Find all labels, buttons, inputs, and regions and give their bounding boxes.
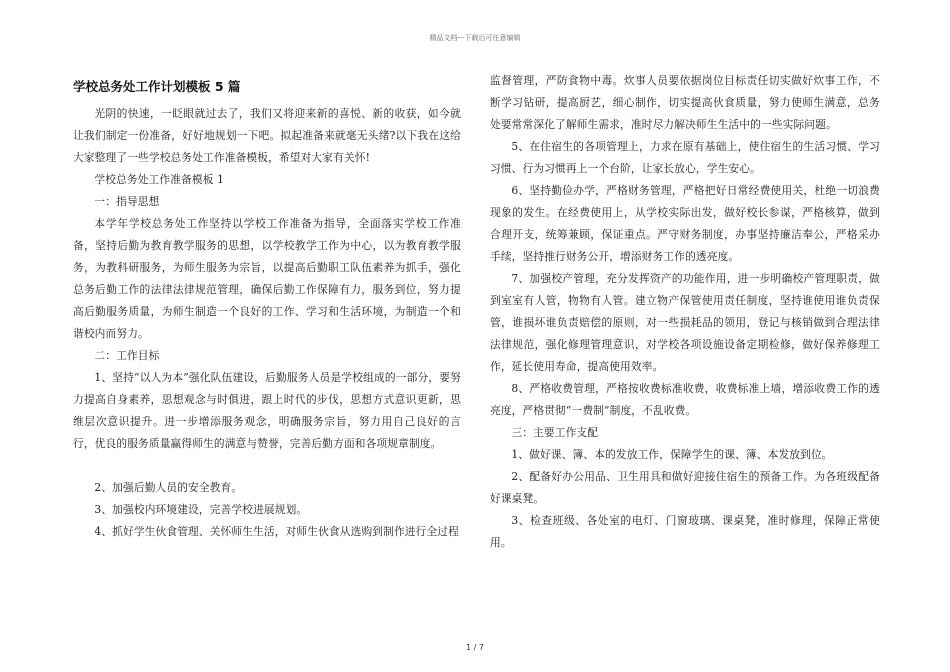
- section-heading-goals: 二：工作目标: [94, 349, 160, 362]
- goal-item-3: 3、加强校内环境建设，完善学校进展规划。: [94, 503, 308, 516]
- left-column: [73, 70, 461, 543]
- paragraph-gap: [73, 455, 461, 477]
- goal-item-5: 5、在住宿生的各项管理上，力求在原有基础上，使住宿生的生活习惯、学习习惯、行为习惯再上一个台阶，让家长放心，学生安心。: [490, 140, 880, 175]
- right-column: [490, 70, 880, 554]
- template-heading: 学校总务处工作准备模板 1: [94, 173, 225, 186]
- goal-item-4: 4、抓好学生伙食管理、关怀师生生活，对师生伙食从选购到制作进行全过程: [94, 525, 459, 538]
- task-item-3: 3、检查班级、各处室的电灯、门窗玻璃、课桌凳，准时修理，保障正常使用。: [490, 514, 880, 549]
- goal-item-8: 8、严格收费管理，严格按收费标准收费，收费标准上墙，增添收费工作的透亮度，严格贯彻“一费制”制度，不乱收费。: [490, 382, 880, 417]
- task-item-2: 2、配备好办公用品、卫生用具和做好迎接住宿生的预备工作。为各班级配备好课桌凳。: [490, 470, 880, 505]
- goal-item-6: 6、坚持勤俭办学，严格财务管理，严格把好日常经费使用关，杜绝一切浪费现象的发生。在经费使用上，从学校实际出发，做好校长参谋，严格核算，做到合理开支，统筹兼顾，保证重点。严守财务制度，办事坚持廉洁奉公，严格采办手续，坚持推行财务公开，增添财务工作的透亮度。: [490, 184, 880, 263]
- page-number: 1 / 7: [466, 643, 484, 652]
- task-item-1: 1、做好课、簿、本的发放工作，保障学生的课、簿、本发放到位。: [511, 448, 833, 461]
- goal-item-7: 7、加强校产管理，充分发挥资产的功能作用，进一步明确校产管理职责，做到室室有人管，物物有人管。建立物产保管使用责任制度，坚持谁使用谁负责保管，谁损坏谁负责赔偿的原则，对一些损耗品的领用，登记与核销做到合理法律法律规范，强化修理管理意识，对学校各项设施设备定期检修，做好保养修理工作，延长使用寿命，提高使用效率。: [490, 272, 880, 373]
- intro-paragraph: 光阴的快速，一眨眼就过去了，我们又将迎来新的喜悦、新的收获，如今就让我们制定一份准备，好好地规划一下吧。拟起准备来就毫无头绪?以下我在这给大家整理了一些学校总务处工作准备模板，希望对大家有关怀!: [73, 107, 461, 164]
- section-heading-tasks: 三：主要工作支配: [511, 426, 599, 439]
- goal-item-1: 1、坚持“以人为本”强化队伍建设，后勤服务人员是学校组成的一部分，要努力提高自身素养，思想观念与时俱进，跟上时代的步伐，思想方式意识更新，思维层次意识提升。进一步增添服务观念，明确服务宗旨，努力用自己良好的言行，优良的服务质量赢得师生的满意与赞誉，完善后勤方面和各项规章制度。: [73, 371, 461, 450]
- header-note: 精品文档---下载后可任意编辑: [429, 34, 521, 42]
- guidance-paragraph: 本学年学校总务处工作坚持以学校工作准备为指导，全面落实学校工作准备，坚持后勤为教育教学服务的思想，以学校教学工作为中心，以为教育教学服务，为教科研服务，为师生服务为宗旨，以提高后勤职工队伍素养为抓手，强化总务后勤工作的法律法律规范管理，确保后勤工作保障有力，服务到位，努力提高后勤服务质量，为师生制造一个良好的工作、学习和生活环境，为制造一个和谐校内而努力。: [73, 217, 461, 340]
- section-heading-guidance: 一：指导思想: [94, 195, 160, 208]
- goal-item-2: 2、加强后勤人员的安全教育。: [94, 481, 243, 494]
- document-title: 学校总务处工作计划模板 5 篇: [73, 79, 241, 94]
- goal-item-4-continued: 监督管理，严防食物中毒。炊事人员要依据岗位目标责任切实做好炊事工作，不断学习钻研，提高厨艺，细心制作，切实提高伙食质量，努力使师生满意，总务处要常常深化了解师生需求，准时尽力解决师生生活中的一些实际问题。: [490, 74, 880, 131]
